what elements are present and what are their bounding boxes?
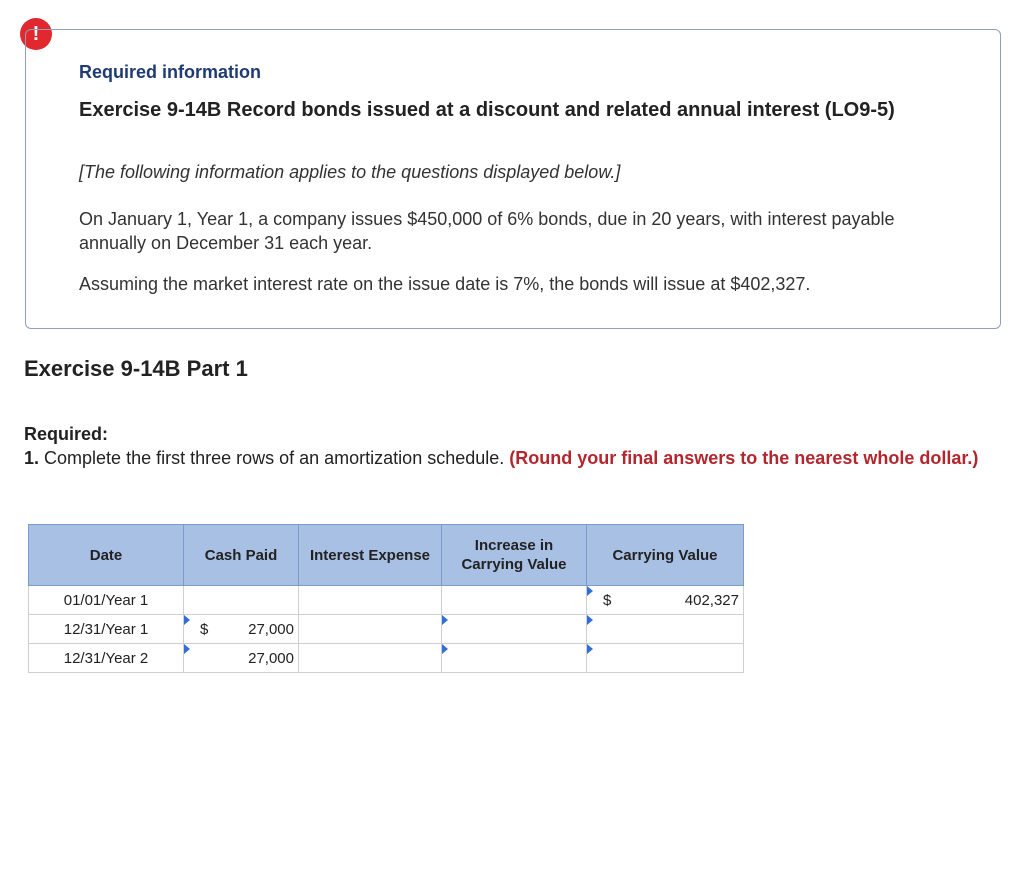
date-cell: 01/01/Year 1	[29, 586, 184, 615]
header-date: Date	[29, 525, 184, 586]
cash-paid-cell	[184, 586, 299, 615]
header-increase-carrying-value: Increase in Carrying Value	[442, 525, 587, 586]
input-marker-icon	[184, 615, 190, 625]
alert-icon: !	[20, 18, 52, 50]
cash-paid-value: 27,000	[248, 620, 294, 638]
increase-carrying-value-input[interactable]	[442, 615, 587, 644]
problem-paragraph-1: On January 1, Year 1, a company issues $450,000 of 6% bonds, due in 20 years, with interest payable annually on December 31 each year.	[79, 209, 895, 253]
cash-paid-value: 27,000	[248, 649, 294, 667]
carrying-value-value: 402,327	[684, 591, 739, 609]
input-marker-icon	[184, 644, 190, 654]
input-marker-icon	[587, 644, 593, 654]
instruction-number: 1.	[24, 448, 40, 468]
increase-carrying-value-input[interactable]	[442, 644, 587, 673]
table-row	[29, 586, 744, 615]
amortization-schedule-table	[28, 524, 744, 673]
header-interest-expense: Interest Expense	[299, 525, 442, 586]
header-carrying-value: Carrying Value	[587, 525, 744, 586]
input-marker-icon	[442, 615, 448, 625]
table-row	[29, 644, 744, 673]
carrying-value-input[interactable]	[587, 615, 744, 644]
problem-paragraph-2: Assuming the market interest rate on the issue date is 7%, the bonds will issue at $402,327.	[79, 274, 811, 294]
exercise-title: Exercise 9-14B Record bonds issued at a discount and related annual interest (LO9-5)	[79, 99, 895, 121]
table-header-row	[29, 525, 744, 586]
instruction-emphasis: (Round your final answers to the nearest whole dollar.)	[509, 448, 979, 468]
table-row	[29, 615, 744, 644]
required-information-heading: Required information	[79, 62, 262, 82]
cash-paid-cell	[184, 644, 299, 673]
date-cell: 12/31/Year 2	[29, 644, 184, 673]
currency-symbol: $	[603, 591, 612, 609]
interest-expense-input[interactable]	[299, 644, 442, 673]
instruction	[24, 447, 1009, 470]
instruction-text: Complete the first three rows of an amortization schedule.	[44, 448, 505, 468]
interest-expense-cell	[299, 586, 442, 615]
carrying-value-cell	[587, 586, 744, 615]
input-marker-icon	[442, 644, 448, 654]
input-marker-icon	[587, 615, 593, 625]
cash-paid-cell	[184, 615, 299, 644]
applies-note: [The following information applies to the questions displayed below.]	[79, 162, 621, 182]
input-marker-icon	[587, 586, 593, 596]
interest-expense-input[interactable]	[299, 615, 442, 644]
currency-symbol: $	[200, 620, 209, 638]
increase-carrying-value-cell	[442, 586, 587, 615]
required-label: Required:	[24, 424, 109, 444]
header-cash-paid: Cash Paid	[184, 525, 299, 586]
carrying-value-input[interactable]	[587, 644, 744, 673]
part-heading: Exercise 9-14B Part 1	[24, 356, 248, 381]
date-cell: 12/31/Year 1	[29, 615, 184, 644]
